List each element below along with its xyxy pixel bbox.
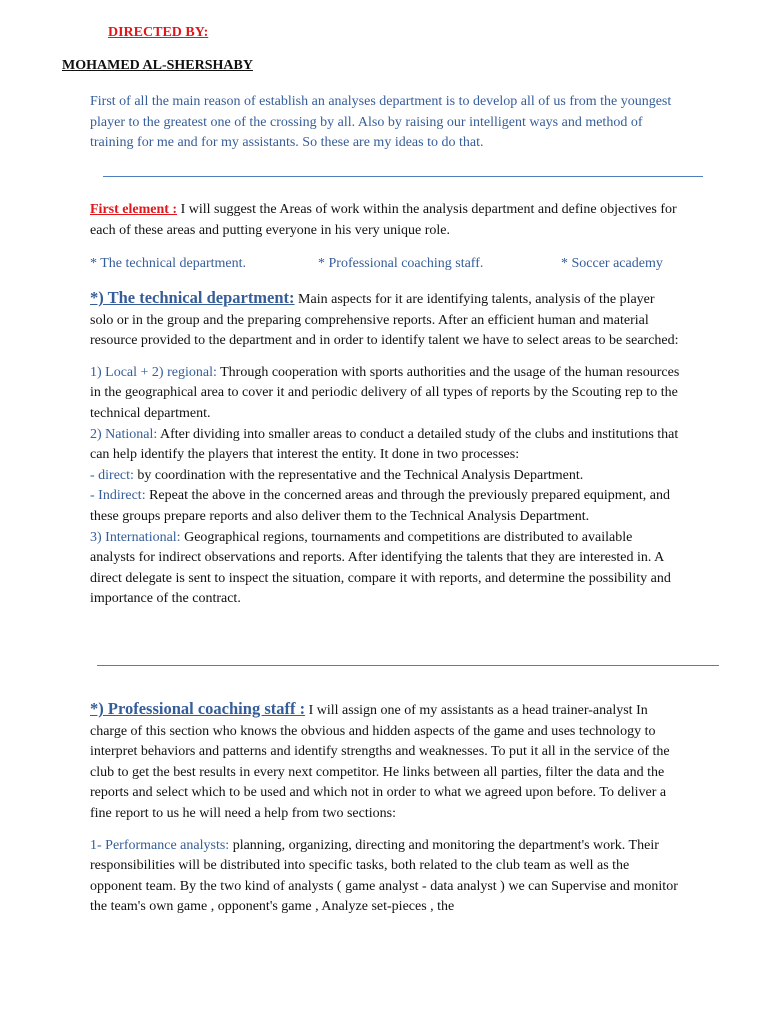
direct-label: - direct: — [90, 467, 134, 483]
local-regional-item — [90, 363, 680, 425]
coaching-section — [90, 699, 680, 918]
international-label: 3) International: — [90, 529, 181, 545]
international-text: Geographical regions, tournaments and competitions are distributed to available analysts for indirect observations and reports. After identifying the talents that they are interested in. A direct delegate is sent to inspect the situation, compare it with reports, and determine the possibility and importance of the contract. — [90, 529, 671, 607]
performance-text: planning, organizing, directing and monitoring the department's work. Their responsibilities will be distributed into specific tasks, both related to the club team as well as the opponent team. By the two kind of analysts ( game analyst - data analyst ) we can Supervise and monitor the team's own game , opponent's game , Analyze set-pieces , the — [90, 837, 678, 915]
local-label: 1) Local + 2) regional: — [90, 364, 217, 380]
author-name: MOHAMED AL-SHERSHABY — [62, 58, 253, 73]
bullet-coaching: * Professional coaching staff. — [318, 256, 484, 271]
direct-text: by coordination with the representative and the Technical Analysis Department. — [133, 467, 584, 483]
section-divider-1 — [103, 176, 703, 177]
national-text: After dividing into smaller areas to conduct a detailed study of the clubs and institutions that can help identify the players that interest the entity. It done in two processes: — [90, 426, 679, 463]
coaching-intro: I will assign one of my assistants as a head trainer-analyst In charge of this section who knows the obvious and hidden aspects of the game and uses technology to interpret behaviors and patterns and identify strengths and weaknesses. To put it all in the service of the club to get the best results in every next competitor. He links between all parties, filter the data and the reports and select which to be used and which not in order to what we agreed upon before. To deliver a fine report to us he will need a help from two sections: — [90, 703, 670, 821]
first-element-label: First element : — [90, 202, 178, 217]
international-item — [90, 528, 680, 610]
indirect-label: - Indirect: — [90, 488, 146, 504]
indirect-text: Repeat the above in the concerned areas and through the previously prepared equipment, and these groups prepare reports and also deliver them to the Technical Analysis Department. — [90, 488, 671, 524]
performance-label: 1- Performance analysts: — [90, 837, 230, 853]
coaching-heading: *) Professional coaching staff : — [90, 699, 306, 718]
direct-item — [90, 466, 680, 487]
intro-paragraph: First of all the main reason of establish an analyses department is to develop all of us from the youngest player to the greatest one of the crossing by all. Also by raising our intelligent ways and method of training for me and for my assistants. So these are my ideas to do that. — [90, 94, 672, 151]
section-divider-2 — [97, 665, 719, 666]
first-element-text: I will suggest the Areas of work within the analysis department and define objectives for each of these areas and putting everyone in his very unique role. — [90, 202, 677, 238]
national-item — [90, 425, 680, 466]
national-label: 2) National: — [90, 426, 158, 442]
local-text: Through cooperation with sports authorities and the usage of the human resources in the geographical area to cover it and periodic delivery of all types of reports by the Scouting rep to the technical department. — [90, 364, 680, 421]
first-element-paragraph — [90, 200, 680, 241]
technical-heading: *) The technical department: — [90, 288, 295, 307]
indirect-item — [90, 486, 680, 527]
technical-section — [90, 288, 680, 610]
directed-by-label: DIRECTED BY: — [108, 25, 209, 40]
performance-analysts-item — [90, 836, 680, 918]
bullet-academy: * Soccer academy — [561, 256, 663, 271]
technical-intro: Main aspects for it are identifying talents, analysis of the player solo or in the group and the preparing comprehensive reports. After an efficient human and material resource provided to the department and in order to identify talent we have to select areas to be searched: — [90, 292, 679, 349]
bullet-technical: * The technical department. — [90, 256, 247, 271]
